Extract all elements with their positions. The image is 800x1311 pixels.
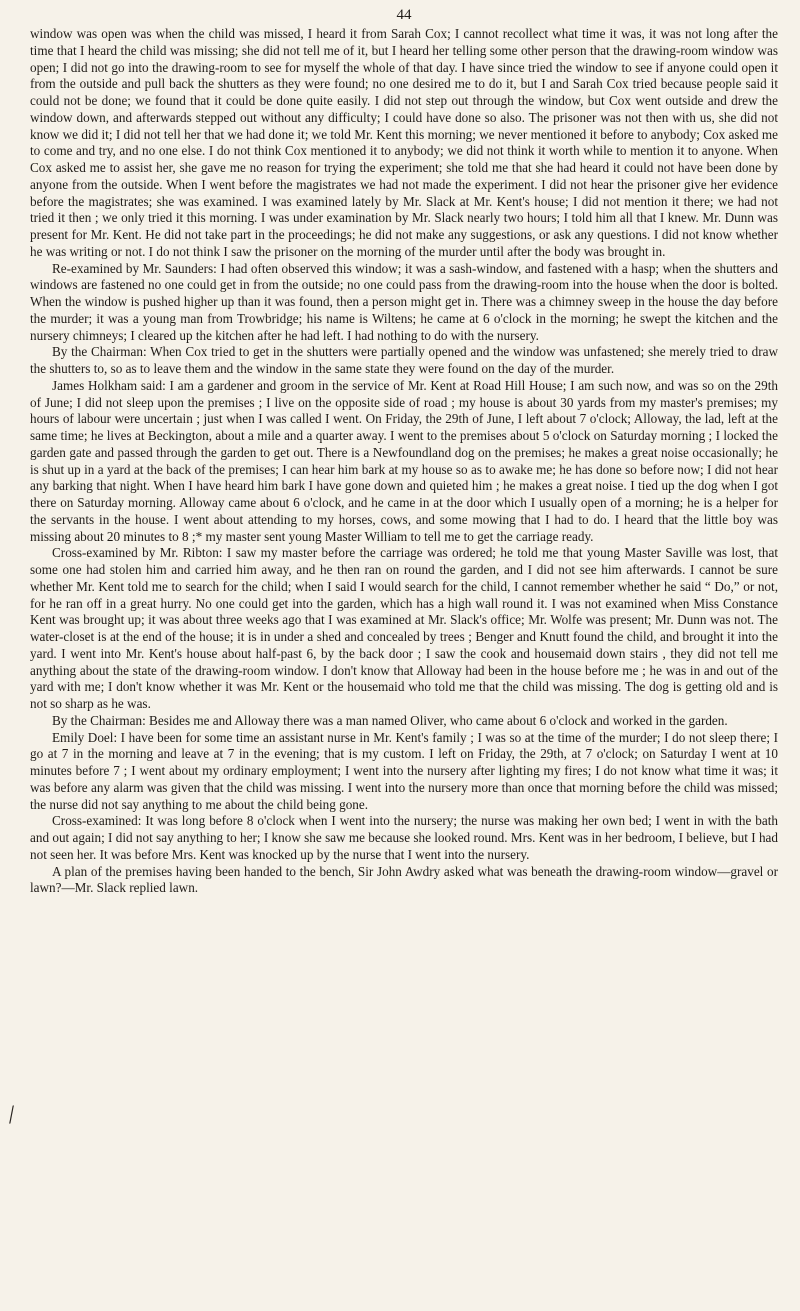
page-number: 44 (396, 7, 412, 23)
paragraph: James Holkham said: I am a gardener and groom in the service of Mr. Kent at Road Hill House; I am such now, and was so on the 29th of June; I did not sleep upon the premises ; I live on the opposite side of road ; my house is about 30 yards from my master's premises; my hours of labour were uncertain ; just when I was called I went. On Friday, the 29th of June, I left about 7 o'clock; Alloway, the lad, left at the same time; he lives at Beckington, about a mile and a quarter away. I went to the premises about 5 o'clock on Saturday morning ; I locked the garden gate and passed through the garden to get out. There is a Newfoundland dog on the premises; he makes a great noise occasionally; he is shut up in a yard at the back of the premises; I can hear him bark at my house so as to awake me; he has done so before now; I did not hear any barking that night. When I have heard him bark I have gone down and quieted him ; he makes a great noise. I tied up the dog when I got there on Saturday morning. Alloway came about 6 o'clock, and he came in at the door which I usually open of a morning; he is a helper for the servants in the house. I went about attending to my horses, cows, and some mowing that I had to do. I heard that the little boy was missing about 20 minutes to 8 ;* my master sent young Master William to tell me to get the carriage ready. (30, 377, 778, 544)
paragraph: Emily Doel: I have been for some time an assistant nurse in Mr. Kent's family ; I was so at the time of the murder; I do not sleep there; I go at 7 in the morning and leave at 7 in the evening; that is my custom. I left on Friday, the 29th, at 7 o'clock; on Saturday I went at 10 minutes before 7 ; I went about my ordinary employment; I went into the nursery after lighting my fires; I do not know what time it was; it was before any alarm was given that the child was missing. I went into the nursery more than once that morning before the child was missed; the nurse did not say anything to me about the child being gone. (30, 729, 778, 812)
paragraph: By the Chairman: When Cox tried to get in the shutters were partially opened and the window was unfastened; she merely tried to draw the shutters to, so as to leave them and the window in the same state they were found on the day of the murder. (30, 344, 778, 376)
paragraph: A plan of the premises having been handed to the bench, Sir John Awdry asked what was beneath the drawing-room window—gravel or lawn?—Mr. Slack replied lawn. (30, 863, 778, 896)
paragraph: Cross-examined by Mr. Ribton: I saw my master before the carriage was ordered; he told me that young Master Saville was lost, that some one had stolen him and carried him away, and he then ran on round the garden, and I did not see him afterwards. I cannot be sure whether Mr. Kent told me to search for the child; when I said I would search for the child, I cannot remember whether he said “ Do,” or not, for he ran off in a great hurry. No one could get into the garden, which has a high wall round it. I was not examined when Miss Constance Kent was brought up; it was about three weeks ago that I was examined at Mr. Slack's office; Mr. Wolfe was present; Mr. Dunn was not. The water-closet is at the end of the house; it is in under a shed and concealed by trees ; Benger and Knutt found the child, and brought it into the yard. I went into Mr. Kent's house about half-past 6, by the back door ; I saw the cook and housemaid down stairs , they did not tell me anything about the state of the drawing-room window. I don't know that Alloway had been in the house before me ; he was in and out of the yard with me; I don't know whether it was Mr. Kent or the housemaid who told me that the child was missing. The dog is getting old and is not so sharp as he was. (30, 545, 778, 711)
margin-pencil-mark: / (5, 1099, 18, 1130)
paragraph: window was open was when the child was missed, I heard it from Sarah Cox; I cannot recollect what time it was, it was not long after the time that I heard the child was missing; she did not tell me of it, but I heard her telling some other person that the drawing-room window was open; I did not go into the drawing-room to see for myself the whole of that day. I have since tried the window to see if anyone could open it from the outside and pull back the shutters as they were found; no one desired me to do it, but I and Sarah Cox tried because people said it could not be done; we found that it could be done quite easily. I did not step out through the window, but Cox went outside and drew the window down, and afterwards stepped out without any difficulty; I could have done so also. The prisoner was not then with us, she did not know we did it; I did not tell her that we had done it; we told Mr. Kent this morning; we never mentioned it before to anybody; Cox asked me to come and try, and no one else. I do not think Cox mentioned it to anybody; we did not think it worth while to mention it to anyone. When Cox asked me to assist her, she gave me no reason for trying the experiment; she told me that she had heard it could not have been done by anyone from the outside. When I went before the magistrates we had not made the experiment. I did not hear the prisoner give her evidence before the magistrates; she was examined. I was examined lately by Mr. Slack at Mr. Kent's house; I did not mention it there; we had not tried it then ; we only tried it this morning. I was under examination by Mr. Slack nearly two hours; I told him all that I knew. Mr. Dunn was present for Mr. Kent. He did not take part in the proceedings; he did not make any suggestions, or ask any questions. I did not know whether he was writing or not. I do not think I saw the prisoner on the morning of the murder until after the body was brought in. (30, 26, 778, 259)
paragraph: By the Chairman: Besides me and Alloway there was a man named Oliver, who came about 6 o'clock and worked in the garden. (52, 712, 728, 728)
body-text (30, 26, 778, 897)
paragraph: Re-examined by Mr. Saunders: I had often observed this window; it was a sash-window, and fastened with a hasp; when the shutters and windows are fastened no one could get in from the outside; no one could pass from the drawing-room into the house when the door is bolted. When the window is pushed higher up than it was found, then a person might get in. There was a chimney sweep in the house the day before the murder; it was a young man from Trowbridge; his name is Wiltens; he came at 6 o'clock in the morning; he swept the kitchen and the nursery chimneys; I cleared up the kitchen after he had left. I had nothing to do with the nursery. (30, 260, 778, 343)
paragraph: Cross-examined: It was long before 8 o'clock when I went into the nursery; the nurse was making her own bed; I went in with the bath and out again; I did not say anything to her; I know she saw me because she looked round. Mrs. Kent was in her bedroom, I believe, but I had not seen her. It was before Mrs. Kent was knocked up by the nurse that I went into the nursery. (30, 813, 778, 862)
